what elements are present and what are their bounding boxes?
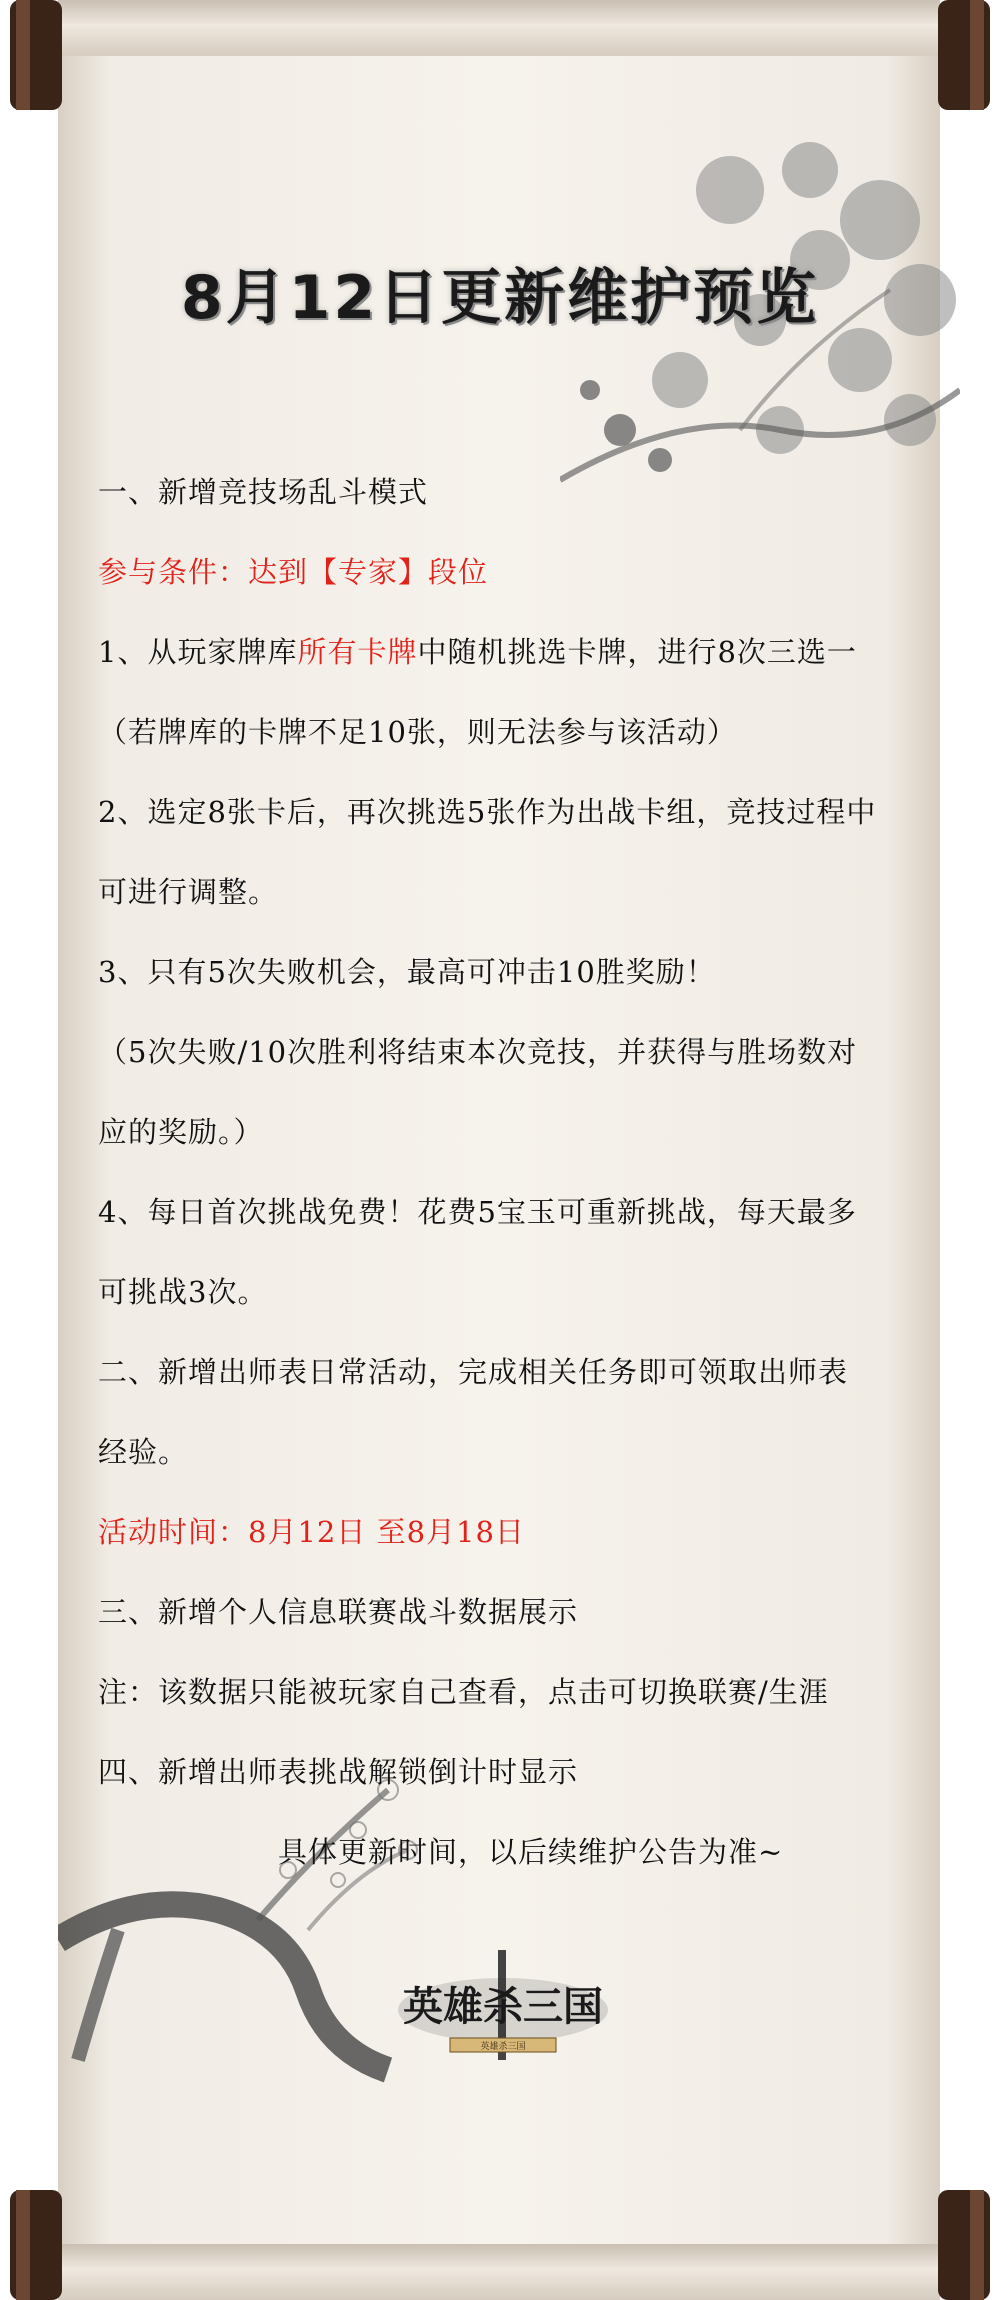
section-1-item-2-line-2: 可进行调整。 bbox=[98, 875, 279, 909]
section-1-item-2-line-1: 2、选定8张卡后，再次挑选5张作为出战卡组，竞技过程中 bbox=[98, 795, 877, 829]
page-title: 8月12日更新维护预览 bbox=[180, 263, 820, 333]
game-logo bbox=[388, 1950, 618, 2080]
section-1-heading: 一、新增竞技场乱斗模式 bbox=[98, 475, 429, 509]
item-1-text-a: 1、从玩家牌库 bbox=[98, 635, 298, 669]
scroll-rod-top-left bbox=[0, 0, 72, 110]
section-2-heading-line-2: 经验。 bbox=[98, 1435, 189, 1469]
closing-note: 具体更新时间，以后续维护公告为准~ bbox=[278, 1835, 784, 1869]
scroll-rod-bottom-right bbox=[928, 2190, 1000, 2300]
section-3-note: 注：该数据只能被玩家自己查看，点击可切换联赛/生涯 bbox=[98, 1675, 829, 1709]
scroll-rod-bottom-left bbox=[0, 2190, 72, 2300]
logo-subtitle: 英雄杀三国 bbox=[480, 2042, 526, 2052]
section-1-item-4-line-1: 4、每日首次挑战免费！花费5宝玉可重新挑战，每天最多 bbox=[98, 1195, 857, 1229]
section-1-item-4-line-2: 可挑战3次。 bbox=[98, 1275, 268, 1309]
section-1-item-3-line-3: 应的奖励。） bbox=[98, 1115, 264, 1149]
section-4-heading: 四、新增出师表挑战解锁倒计时显示 bbox=[98, 1755, 579, 1789]
section-1-item-1 bbox=[98, 630, 857, 671]
section-1-item-3-line-2: （5次失败/10次胜利将结束本次竞技，并获得与胜场数对 bbox=[98, 1035, 858, 1069]
logo-text: 英雄杀三国 bbox=[403, 1983, 603, 2030]
item-1-highlight: 所有卡牌 bbox=[297, 635, 418, 669]
section-1-item-1-note: （若牌库的卡牌不足10张，则无法参与该活动） bbox=[98, 715, 737, 749]
section-2-heading-line-1: 二、新增出师表日常活动，完成相关任务即可领取出师表 bbox=[98, 1355, 849, 1389]
section-1-item-3-line-1: 3、只有5次失败机会，最高可冲击10胜奖励！ bbox=[98, 955, 716, 989]
section-2-activity-time: 活动时间：8月12日 至8月18日 bbox=[98, 1515, 525, 1549]
scroll-rod-top-right bbox=[928, 0, 1000, 110]
item-1-text-b: 中随机挑选卡牌，进行8次三选一 bbox=[417, 635, 857, 669]
section-1-condition: 参与条件：达到【专家】段位 bbox=[98, 555, 489, 589]
scroll-bottom-roll bbox=[58, 2244, 940, 2300]
scroll-top-roll bbox=[58, 0, 940, 56]
section-3-heading: 三、新增个人信息联赛战斗数据展示 bbox=[98, 1595, 579, 1629]
